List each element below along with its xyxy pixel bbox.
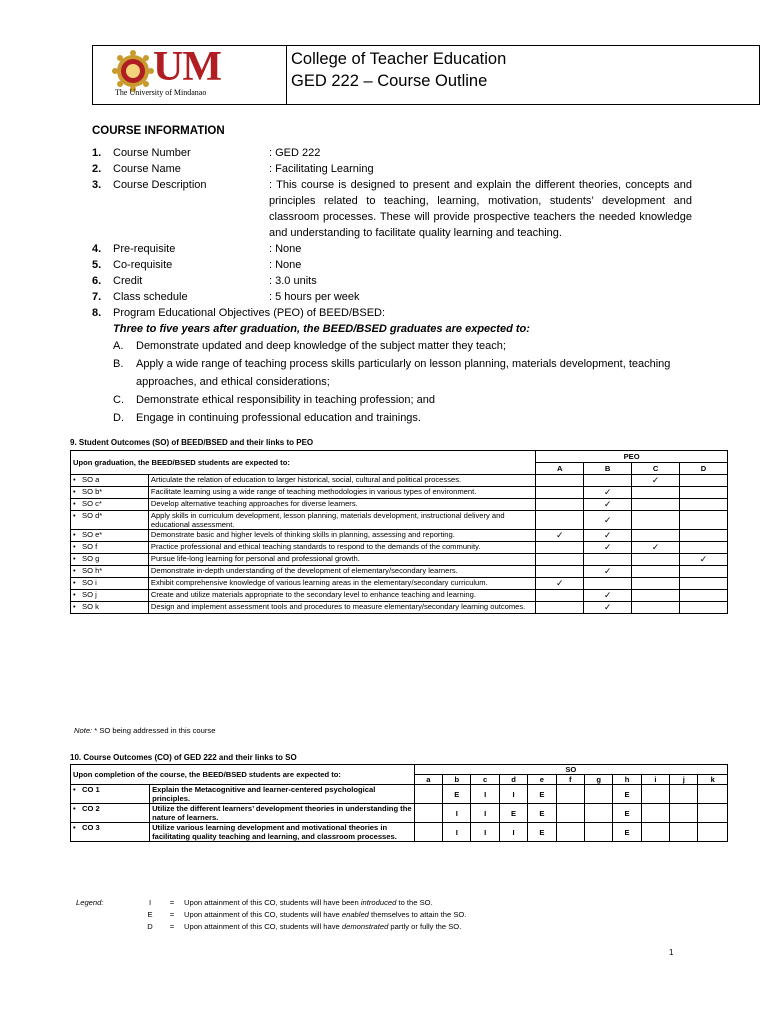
info-num: 5.	[92, 259, 102, 271]
so-table-row	[71, 530, 728, 542]
so-col-header: d	[499, 775, 527, 785]
peo-item	[92, 355, 692, 391]
so-table-row	[71, 590, 728, 602]
note-text: * SO being addressed in this course	[92, 726, 216, 735]
peo-check-cell	[536, 554, 584, 566]
so-mark-cell	[641, 785, 669, 804]
peo-check-cell: ✓	[584, 542, 632, 554]
so-mark-cell: E	[613, 823, 641, 842]
so-mark-cell	[556, 823, 584, 842]
info-num: 6.	[92, 275, 102, 287]
so-mark-cell	[670, 823, 698, 842]
logo-wordmark: UM	[153, 44, 221, 90]
peo-check-cell	[632, 578, 680, 590]
peo-list	[92, 337, 692, 427]
legend	[76, 897, 466, 933]
info-value: : 5 hours per week	[269, 291, 360, 303]
so-table-row	[71, 554, 728, 566]
peo-letter: C.	[113, 394, 124, 406]
info-value: : Facilitating Learning	[269, 163, 374, 175]
co-table-row	[71, 823, 728, 842]
so-mark-cell: I	[471, 823, 499, 842]
co-code: • CO 1	[71, 785, 150, 804]
so-col-header: c	[471, 775, 499, 785]
peo-check-cell	[680, 542, 728, 554]
so-mark-cell	[556, 785, 584, 804]
so-mark-cell	[584, 823, 612, 842]
legend-text: Upon attainment of this CO, students will have demonstrated partly or fully the SO.	[184, 922, 462, 931]
so-description: Apply skills in curriculum development, lesson planning, materials development, instructional delivery and educational assessment.	[148, 511, 535, 530]
peo-check-cell: ✓	[584, 566, 632, 578]
peo-letter: A.	[113, 340, 124, 352]
peo-check-cell	[680, 566, 728, 578]
so-description: Create and utilize materials appropriate to the secondary level to enhance teaching and learning.	[148, 590, 535, 602]
peo-check-cell	[536, 475, 584, 487]
so-mark-cell: E	[528, 804, 556, 823]
peo-check-cell: ✓	[584, 487, 632, 499]
so-table-header: Upon graduation, the BEED/BSED students are expected to:	[71, 451, 536, 475]
so-code: • SO b*	[71, 487, 149, 499]
peo-check-cell: ✓	[584, 499, 632, 511]
co-description: Utilize the different learners’ development theories in understanding the nature of learners.	[150, 804, 415, 823]
peo-col-header: A	[536, 463, 584, 475]
info-row-peo	[92, 305, 692, 321]
peo-check-cell	[632, 566, 680, 578]
page-number: 1	[669, 948, 674, 957]
legend-key: E	[147, 910, 153, 919]
co-table-row	[71, 804, 728, 823]
header-box	[92, 45, 760, 105]
info-num: 8.	[92, 307, 102, 319]
peo-text: Engage in continuing professional education and trainings.	[136, 412, 421, 424]
peo-letter: B.	[113, 358, 124, 370]
peo-check-cell: ✓	[584, 530, 632, 542]
peo-item	[92, 409, 692, 427]
so-mark-cell: E	[528, 785, 556, 804]
so-col-header: e	[528, 775, 556, 785]
so-mark-cell	[556, 804, 584, 823]
so-note	[74, 726, 215, 735]
so-mark-cell	[698, 823, 728, 842]
so-description: Facilitate learning using a wide range of teaching methodologies in various types of environment.	[148, 487, 535, 499]
peo-check-cell: ✓	[536, 578, 584, 590]
info-row	[92, 161, 692, 177]
peo-check-cell	[536, 499, 584, 511]
so-mark-cell: I	[471, 785, 499, 804]
legend-eq: =	[169, 898, 175, 907]
so-col-header: k	[698, 775, 728, 785]
so-code: • SO j	[71, 590, 149, 602]
so-mark-cell	[670, 804, 698, 823]
peo-check-cell	[536, 602, 584, 614]
peo-item	[92, 337, 692, 355]
info-row	[92, 145, 692, 161]
peo-check-cell	[536, 566, 584, 578]
so-mark-cell	[670, 785, 698, 804]
info-num: 4.	[92, 243, 102, 255]
peo-check-cell	[584, 475, 632, 487]
info-row	[92, 177, 692, 241]
so-mark-cell	[641, 823, 669, 842]
so-mark-cell	[698, 785, 728, 804]
peo-check-cell	[680, 602, 728, 614]
so-table-row	[71, 511, 728, 530]
so-col-header: b	[443, 775, 471, 785]
so-table-row	[71, 542, 728, 554]
so-table-row	[71, 566, 728, 578]
info-label: Course Number	[113, 147, 191, 159]
so-description: Articulate the relation of education to larger historical, social, cultural and political processes.	[148, 475, 535, 487]
so-col-header: a	[414, 775, 442, 785]
so-table-row	[71, 602, 728, 614]
course-information	[92, 145, 692, 427]
so-col-header: h	[613, 775, 641, 785]
peo-check-cell: ✓	[536, 530, 584, 542]
so-section-title: 9. Student Outcomes (SO) of BEED/BSED and their links to PEO	[70, 438, 314, 447]
peo-check-cell	[632, 554, 680, 566]
so-code: • SO f	[71, 542, 149, 554]
peo-letter: D.	[113, 412, 124, 424]
peo-check-cell: ✓	[584, 590, 632, 602]
so-mark-cell	[641, 804, 669, 823]
peo-col-header: D	[680, 463, 728, 475]
so-col-header: f	[556, 775, 584, 785]
info-row	[92, 289, 692, 305]
legend-row	[76, 909, 466, 921]
so-col-header: g	[584, 775, 612, 785]
so-mark-cell: I	[443, 804, 471, 823]
peo-intro: Three to five years after graduation, the BEED/BSED graduates are expected to:	[113, 323, 530, 335]
so-code: • SO k	[71, 602, 149, 614]
co-code: • CO 2	[71, 804, 150, 823]
info-label: Co-requisite	[113, 259, 173, 271]
legend-label: Legend:	[76, 898, 104, 907]
info-num: 2.	[92, 163, 102, 175]
so-mark-cell: E	[613, 785, 641, 804]
peo-check-cell	[536, 590, 584, 602]
college-name: College of Teacher Education	[291, 50, 507, 68]
so-table-row	[71, 475, 728, 487]
so-mark-cell: E	[443, 785, 471, 804]
legend-key: D	[147, 922, 153, 931]
so-code: • SO a	[71, 475, 149, 487]
peo-check-cell	[584, 578, 632, 590]
so-mark-cell: E	[613, 804, 641, 823]
peo-check-cell	[680, 475, 728, 487]
so-group-header: SO	[414, 765, 727, 775]
so-description: Design and implement assessment tools and procedures to measure elementary/secondary learning outcomes.	[148, 602, 535, 614]
co-table-row	[71, 785, 728, 804]
co-section-title: 10. Course Outcomes (CO) of GED 222 and their links to SO	[70, 753, 297, 762]
so-code: • SO d*	[71, 511, 149, 530]
so-code: • SO e*	[71, 530, 149, 542]
so-code: • SO g	[71, 554, 149, 566]
so-table-row	[71, 487, 728, 499]
peo-check-cell	[536, 511, 584, 530]
co-so-table	[70, 764, 728, 842]
co-table-header: Upon completion of the course, the BEED/BSED students are expected to:	[71, 765, 415, 785]
course-information-heading: COURSE INFORMATION	[92, 125, 225, 137]
so-code: • SO h*	[71, 566, 149, 578]
peo-text: Demonstrate ethical responsibility in teaching profession; and	[136, 394, 435, 406]
peo-check-cell	[632, 499, 680, 511]
peo-check-cell	[632, 602, 680, 614]
info-value: : None	[269, 259, 302, 271]
logo-caption: The University of Mindanao	[115, 88, 207, 97]
peo-check-cell	[632, 590, 680, 602]
info-value: : GED 222	[269, 147, 321, 159]
so-description: Practice professional and ethical teaching standards to respond to the demands of the community.	[148, 542, 535, 554]
peo-check-cell	[680, 590, 728, 602]
co-code: • CO 3	[71, 823, 150, 842]
legend-eq: =	[169, 910, 175, 919]
info-row	[92, 241, 692, 257]
info-num: 7.	[92, 291, 102, 303]
so-description: Exhibit comprehensive knowledge of various learning areas in the elementary/secondary curriculum.	[148, 578, 535, 590]
so-mark-cell	[414, 804, 442, 823]
peo-col-header: B	[584, 463, 632, 475]
co-description: Utilize various learning development and motivational theories in facilitating quality teaching and learning, and classroom processes.	[150, 823, 415, 842]
so-mark-cell: I	[471, 804, 499, 823]
peo-check-cell	[680, 530, 728, 542]
legend-eq: =	[169, 922, 175, 931]
peo-check-cell	[536, 487, 584, 499]
so-mark-cell	[584, 804, 612, 823]
legend-text: Upon attainment of this CO, students will have enabled themselves to attain the SO.	[184, 910, 467, 919]
note-label: Note:	[74, 726, 93, 735]
peo-check-cell	[536, 542, 584, 554]
peo-check-cell: ✓	[584, 511, 632, 530]
so-description: Pursue life-long learning for personal and professional growth.	[148, 554, 535, 566]
info-value: : None	[269, 243, 302, 255]
so-code: • SO c*	[71, 499, 149, 511]
so-description: Develop alternative teaching approaches for diverse learners.	[148, 499, 535, 511]
info-label: Course Description	[113, 179, 207, 191]
legend-key: I	[148, 898, 152, 907]
peo-text: Apply a wide range of teaching process skills particularly on lesson planning, materials development, teaching approaches, and ethical considerations;	[136, 358, 671, 388]
so-mark-cell: E	[528, 823, 556, 842]
so-mark-cell: I	[499, 823, 527, 842]
peo-check-cell	[680, 487, 728, 499]
so-table-row	[71, 578, 728, 590]
so-mark-cell: I	[443, 823, 471, 842]
peo-item	[92, 391, 692, 409]
peo-check-cell	[632, 487, 680, 499]
peo-label: Program Educational Objectives (PEO) of BEED/BSED:	[113, 307, 386, 319]
so-mark-cell	[414, 785, 442, 804]
so-peo-table	[70, 450, 728, 614]
so-code: • SO i	[71, 578, 149, 590]
legend-row	[76, 921, 466, 933]
so-description: Demonstrate in-depth understanding of the development of elementary/secondary learners.	[148, 566, 535, 578]
peo-col-header: C	[632, 463, 680, 475]
so-mark-cell	[584, 785, 612, 804]
so-mark-cell: I	[499, 785, 527, 804]
so-table-row	[71, 499, 728, 511]
info-label: Credit	[113, 275, 143, 287]
peo-text: Demonstrate updated and deep knowledge of the subject matter they teach;	[136, 340, 506, 352]
peo-check-cell: ✓	[584, 602, 632, 614]
peo-check-cell	[680, 499, 728, 511]
info-row	[92, 257, 692, 273]
info-row	[92, 273, 692, 289]
peo-check-cell	[584, 554, 632, 566]
legend-text: Upon attainment of this CO, students will have been introduced to the SO.	[184, 898, 433, 907]
peo-check-cell: ✓	[680, 554, 728, 566]
co-description: Explain the Metacognitive and learner-centered psychological principles.	[150, 785, 415, 804]
so-mark-cell	[698, 804, 728, 823]
course-outline-title: GED 222 – Course Outline	[291, 72, 488, 90]
info-label: Class schedule	[113, 291, 188, 303]
peo-group-header: PEO	[536, 451, 728, 463]
university-logo	[93, 46, 287, 104]
info-value: : 3.0 units	[269, 275, 317, 287]
info-num: 3.	[92, 179, 102, 191]
so-mark-cell: E	[499, 804, 527, 823]
peo-check-cell: ✓	[632, 542, 680, 554]
peo-check-cell: ✓	[632, 475, 680, 487]
so-mark-cell	[414, 823, 442, 842]
peo-check-cell	[632, 530, 680, 542]
peo-check-cell	[680, 511, 728, 530]
course-description: : This course is designed to present and explain the different theories, concepts and principles related to teaching, learning, motivation, students’ development and classroom processes. These will provide prospective teachers the needed knowledge and understanding to facilitate quality learning and teaching.	[269, 179, 692, 239]
legend-row	[76, 897, 466, 909]
so-col-header: i	[641, 775, 669, 785]
peo-check-cell	[680, 578, 728, 590]
peo-check-cell	[632, 511, 680, 530]
so-col-header: j	[670, 775, 698, 785]
info-num: 1.	[92, 147, 102, 159]
info-label: Pre-requisite	[113, 243, 176, 255]
so-description: Demonstrate basic and higher levels of thinking skills in planning, assessing and reporting.	[148, 530, 535, 542]
info-label: Course Name	[113, 163, 181, 175]
